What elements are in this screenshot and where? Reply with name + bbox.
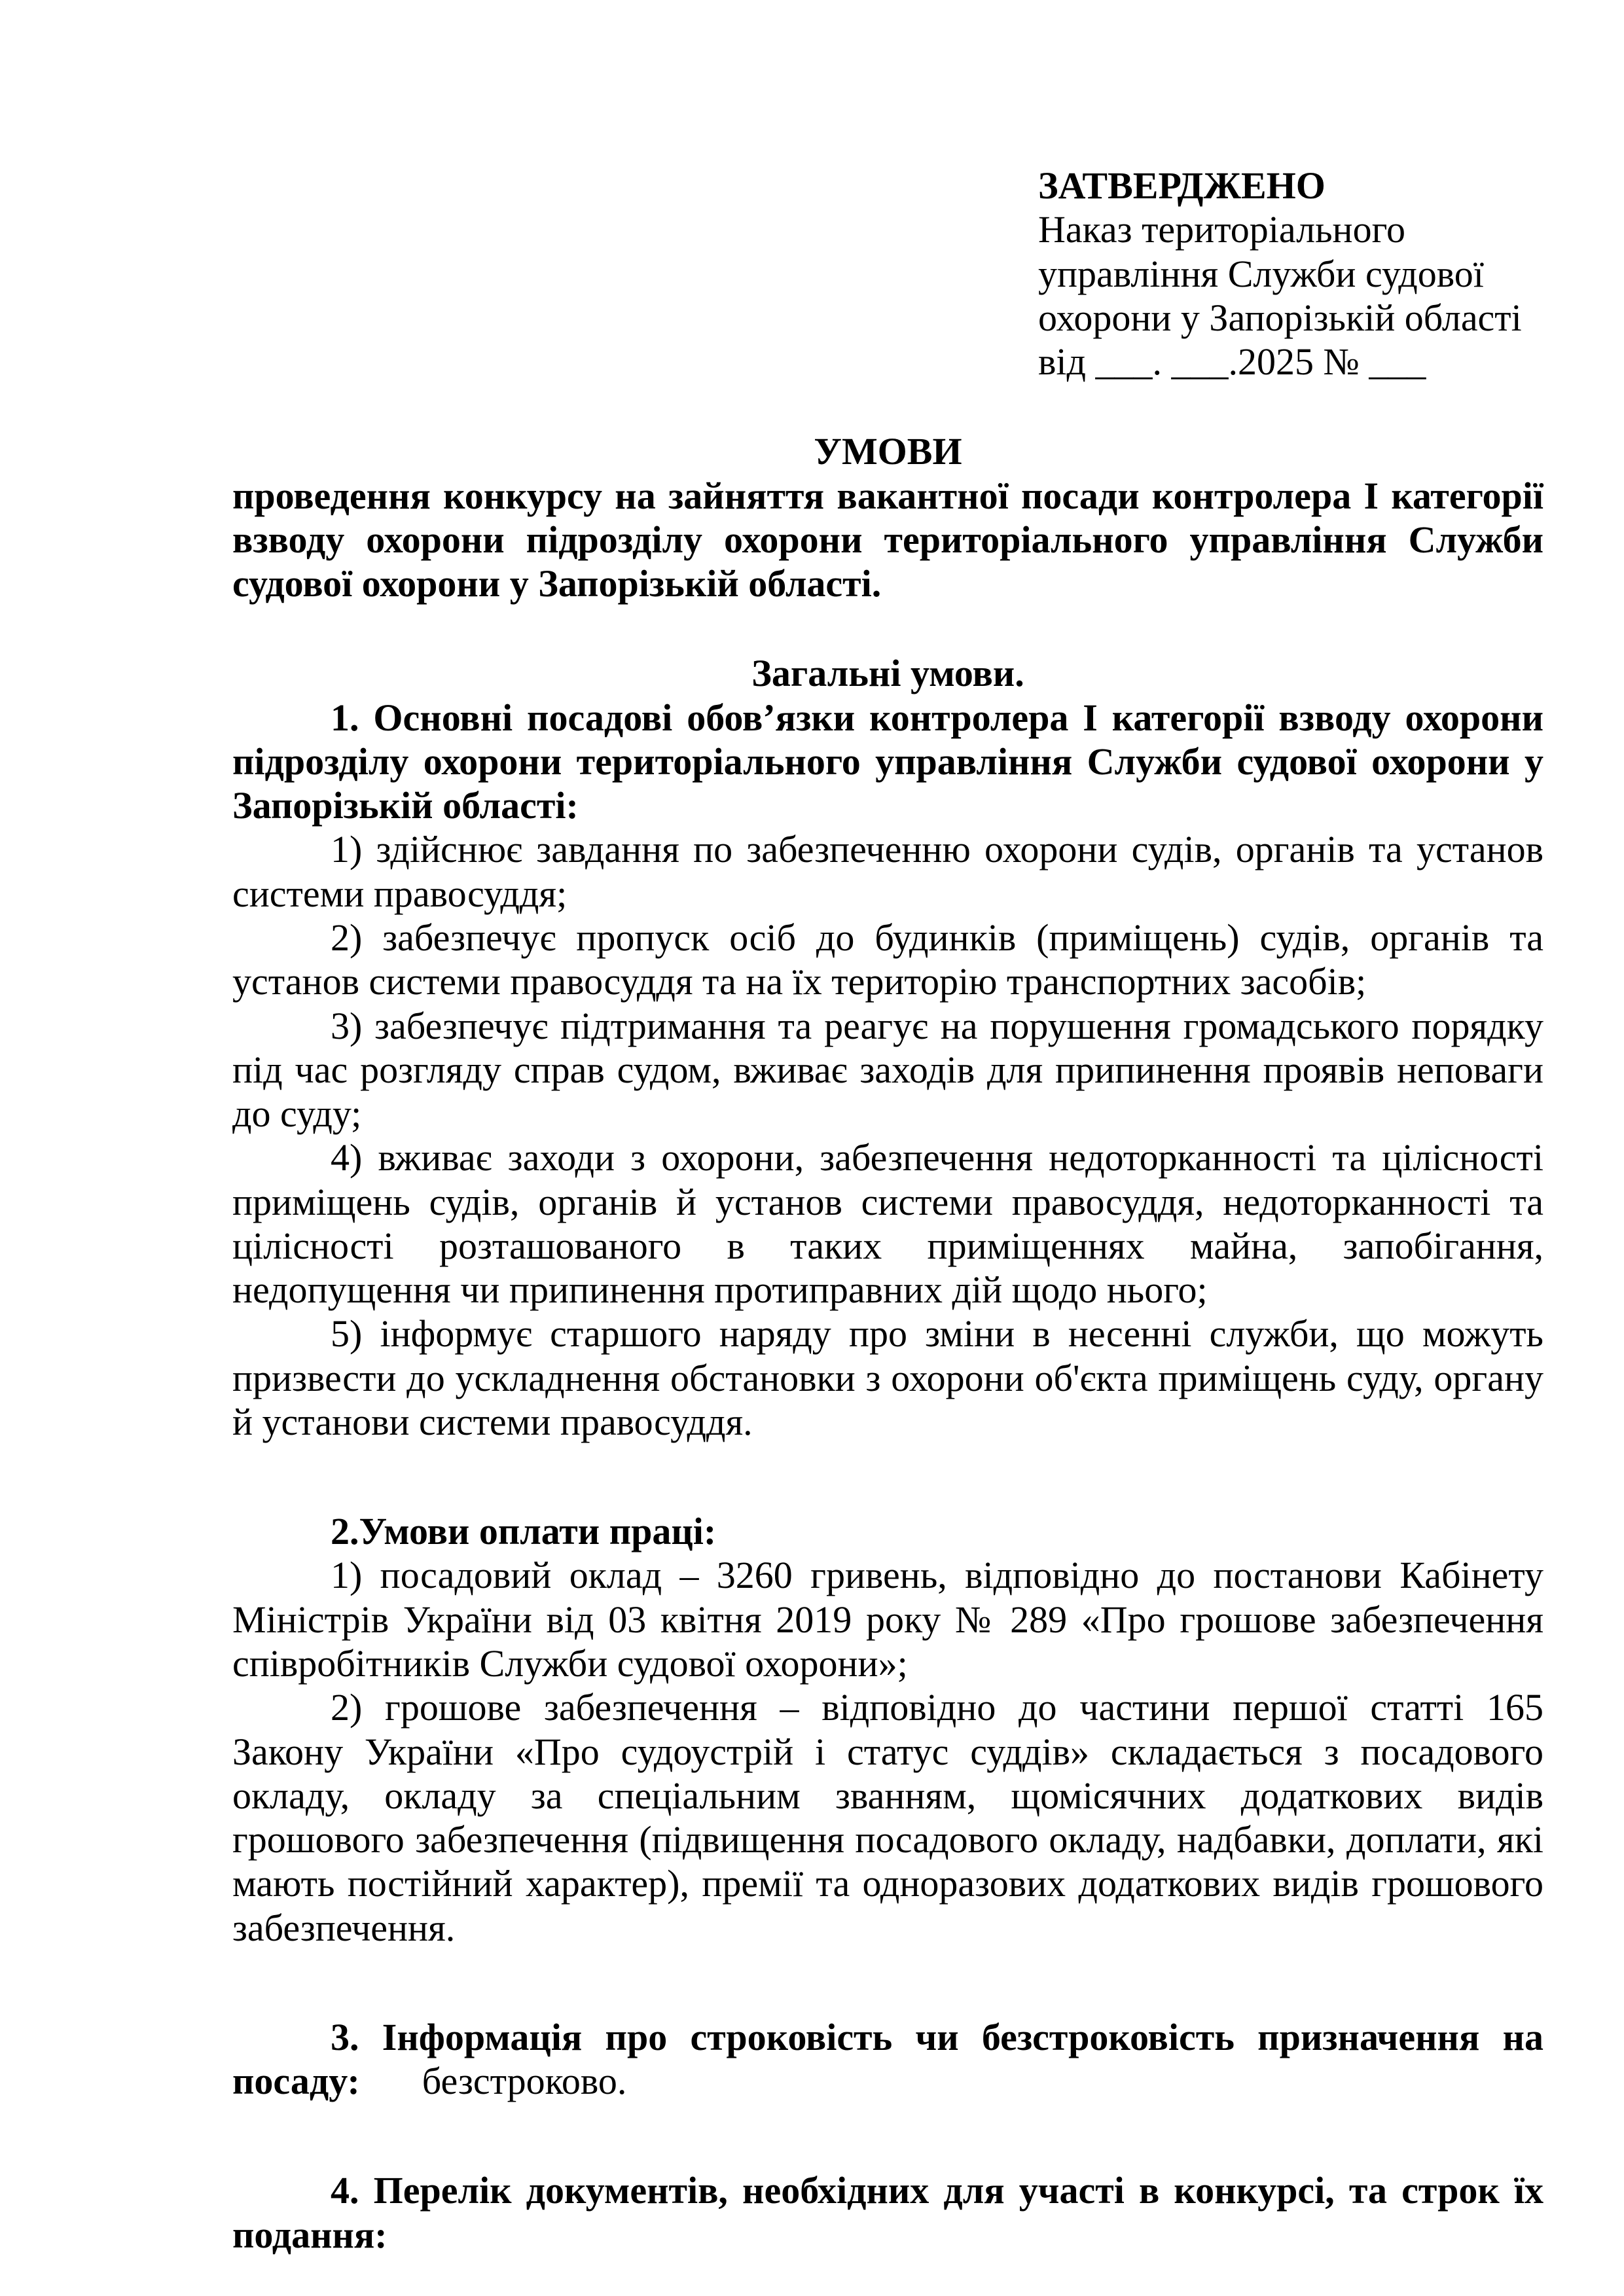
term-value: безстроково. <box>422 2060 627 2103</box>
document-title: УМОВИ <box>814 430 962 473</box>
approval-line-4: від ___. ___.2025 № ___ <box>1038 340 1426 384</box>
approval-line-1: Наказ територіального <box>1038 208 1405 251</box>
duty-item-3: 3) забезпечує підтримання та реагує на порушення громадського порядку під час розгляду справ судом, вживає заходів для припинення проявів неповаги до суду; <box>232 1004 1543 1136</box>
duty-item-4: 4) вживає заходи з охорони, забезпечення недоторканності та цілісності приміщень судів, органів й установ системи правосуддя, недоторканності та цілісності розташованого в таких приміщеннях майна, запобігання, недопущення чи припинення протиправних дій щодо нього; <box>232 1136 1543 1312</box>
term-heading: 3. Інформація про строковість чи безстроковість призначення на посаду: <box>232 2015 1543 2103</box>
pay-item-2: 2) грошове забезпечення – відповідно до частини першої статті 165 Закону України «Про судоустрій і статус суддів» складається з посадового окладу, окладу за спеціальним званням, щомісячних додаткових видів грошового забезпечення (підвищення посадового окладу, надбавки, доплати, які мають постійний характер), премії та одноразових додаткових видів грошового забезпечення. <box>232 1686 1543 1949</box>
approval-heading: ЗАТВЕРДЖЕНО <box>1038 164 1326 207</box>
duty-item-5: 5) інформує старшого наряду про зміни в несенні служби, що можуть призвести до ускладнення обстановки з охорони об'єкта приміщень суду, органу й установи системи правосуддя. <box>232 1312 1543 1443</box>
term-paragraph <box>232 2015 1543 2104</box>
duty-item-2: 2) забезпечує пропуск осіб до будинків (приміщень) судів, органів та установ системи правосуддя та на їх територію транспортних засобів; <box>232 916 1543 1003</box>
general-conditions-heading: Загальні умови. <box>751 652 1024 695</box>
approval-line-2: управління Служби судової <box>1038 252 1484 295</box>
pay-item-1: 1) посадовий оклад – 3260 гривень, відповідно до постанови Кабінету Міністрів України від 03 квітня 2019 року № 289 «Про грошове забезпечення співробітників Служби судової охорони»; <box>232 1554 1543 1685</box>
duties-heading: 1. Основні посадові обов’язки контролера І категорії взводу охорони підрозділу охорони територіального управління Служби судової охорони у Запорізькій області: <box>232 696 1543 827</box>
duty-item-1: 1) здійснює завдання по забезпеченню охорони судів, органів та установ системи правосуддя; <box>232 828 1543 915</box>
approval-block <box>1038 164 1543 384</box>
documents-heading: 4. Перелік документів, необхідних для участі в конкурсі, та строк їх подання: <box>232 2169 1543 2256</box>
pay-heading: 2.Умови оплати праці: <box>331 1510 717 1553</box>
approval-line-3: охорони у Запорізькій області <box>1038 296 1522 339</box>
document-subtitle: проведення конкурсу на зайняття вакантної посади контролера І категорії взводу охорони підрозділу охорони територіального управління Служби судової охорони у Запорізькій області. <box>232 474 1543 605</box>
